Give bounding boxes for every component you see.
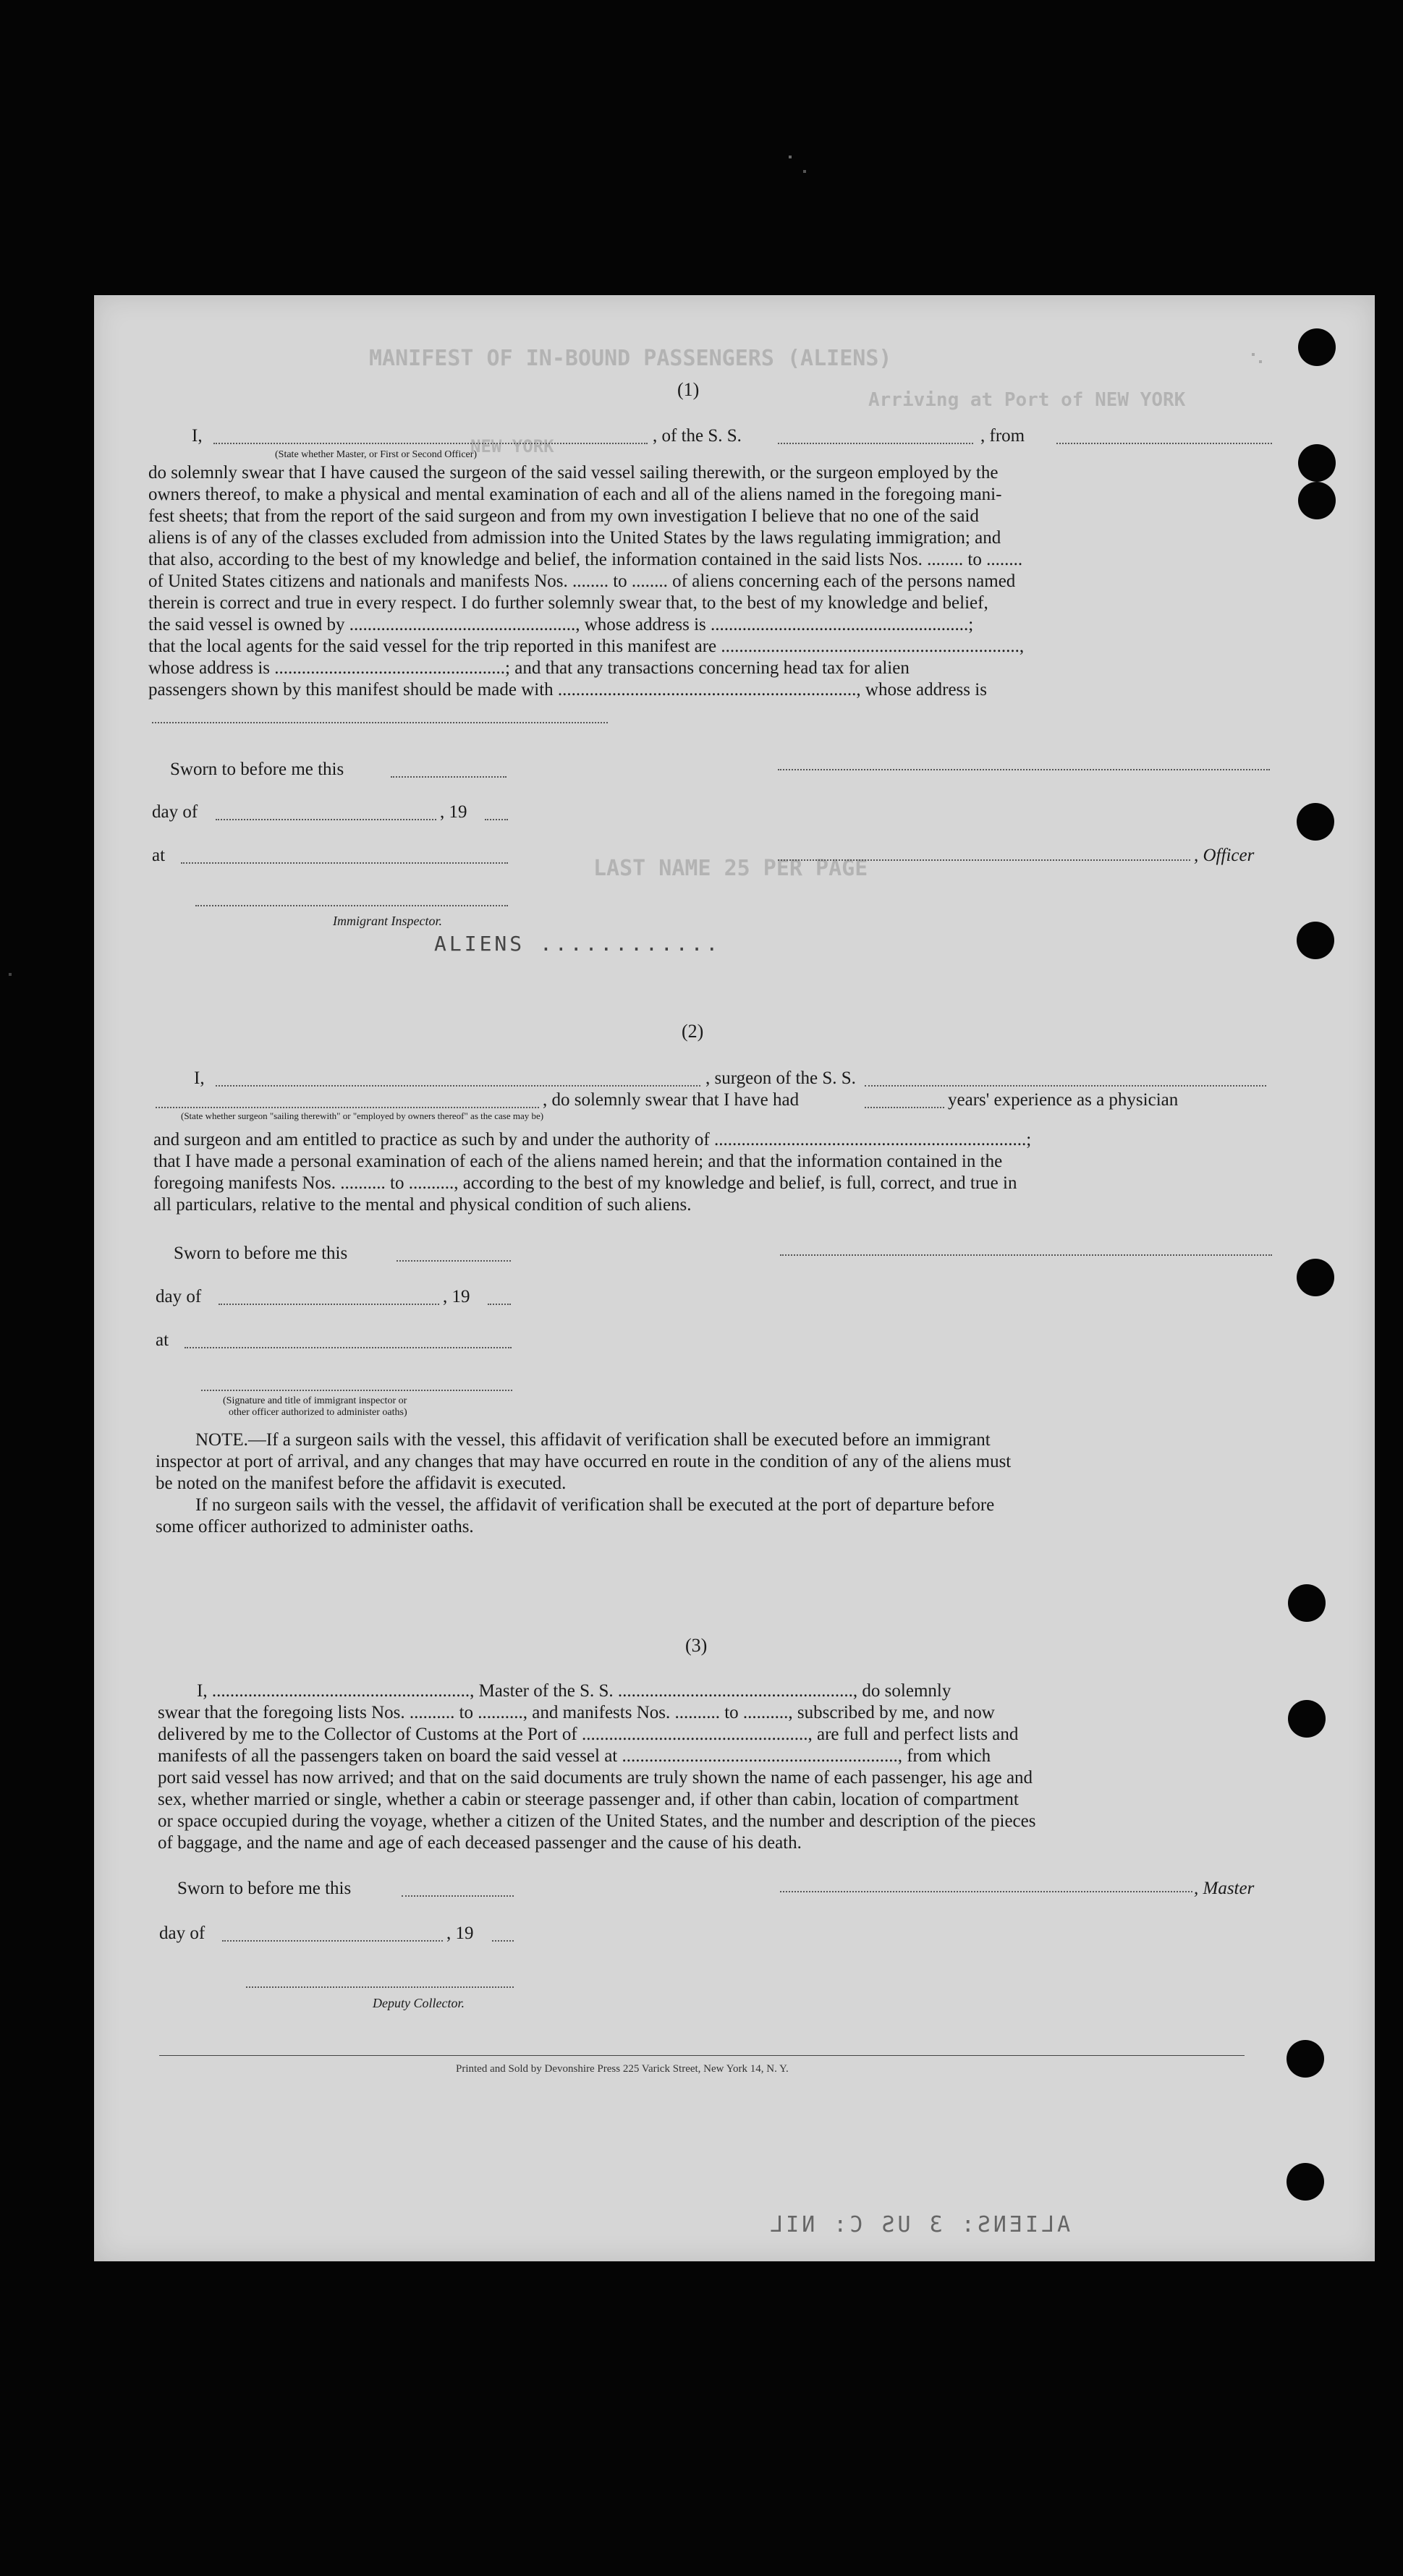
s3-line: sex, whether married or single, whether a cabin or steerage passenger and, if other than cabin, location of compartment	[158, 1790, 1019, 1809]
punch-hole	[1287, 2163, 1324, 2201]
speck	[1259, 360, 1262, 363]
s1-line: of United States citizens and nationals and manifests Nos. ........ to ........ of aliens concerning each of the persons named	[148, 571, 1016, 591]
s1-i-label: I,	[192, 426, 203, 446]
speck	[1252, 353, 1255, 356]
s2-note: If no surgeon sails with the vessel, the affidavit of verification shall be executed at the port of departure before	[195, 1495, 995, 1515]
s3-deputy: Deputy Collector.	[373, 1996, 465, 2010]
s1-officer-name-field[interactable]	[213, 443, 648, 444]
s2-note: some officer authorized to administer oaths.	[156, 1517, 474, 1536]
section-2-number: (2)	[682, 1021, 704, 1042]
s2-sig-caption: (Signature and title of immigrant inspector or	[223, 1395, 407, 1406]
footer-rule	[159, 2055, 1245, 2056]
s2-line: that I have made a personal examination of each of the aliens named herein; and that the information contained in the	[153, 1152, 1003, 1171]
s2-nineteen: , 19	[443, 1287, 470, 1306]
s3-line: I, ........................................................., Master of the S. S. ...................................................., do solemnly	[197, 1681, 951, 1701]
punch-hole	[1298, 482, 1336, 519]
s2-day-field[interactable]	[219, 1304, 439, 1305]
s1-line: that also, according to the best of my knowledge and belief, the information contained in the said lists Nos. ........ to ........	[148, 550, 1023, 569]
speck	[9, 973, 12, 976]
bleed-through-port: Arriving at Port of NEW YORK	[868, 389, 1186, 411]
s1-officer: , Officer	[1194, 846, 1255, 865]
s2-official-sign-field[interactable]	[201, 1390, 512, 1391]
punch-hole	[1298, 328, 1336, 366]
s2-line: foregoing manifests Nos. .......... to .........., according to the best of my knowledge and belief, is full, correct, and true in	[153, 1173, 1017, 1193]
s1-nineteen: , 19	[440, 802, 467, 822]
s1-line: therein is correct and true in every respect. I do further solemnly swear that, to the best of my knowledge and belief,	[148, 593, 988, 613]
s1-day-field[interactable]	[216, 819, 436, 820]
s1-line: that the local agents for the said vessel for the trip reported in this manifest are ..................................................................,	[148, 637, 1025, 656]
s2-at: at	[156, 1330, 169, 1350]
s3-master: , Master	[1194, 1879, 1255, 1898]
s3-day-field[interactable]	[222, 1940, 443, 1942]
s2-capacity-field[interactable]	[156, 1107, 539, 1108]
s1-inspector: Immigrant Inspector.	[333, 914, 442, 928]
aliens-stamp-upper: ALIENS ............	[434, 932, 721, 956]
s2-at-field[interactable]	[185, 1347, 512, 1348]
s1-line: whose address is ...................................................; and that any transactions concerning head tax for alien	[148, 658, 910, 678]
s2-note: inspector at port of arrival, and any changes that may have occurred en route in the condition of any of the aliens must	[156, 1452, 1012, 1471]
s1-line: do solemnly swear that I have caused the surgeon of the said vessel sailing therewith, or the surgeon employed by the	[148, 463, 999, 483]
s1-sworn: Sworn to before me this	[170, 760, 344, 779]
s3-master-sign-field[interactable]	[780, 1891, 1192, 1892]
punch-hole	[1287, 2040, 1324, 2078]
s2-i-label: I,	[194, 1068, 205, 1088]
s2-note: NOTE.—If a surgeon sails with the vessel, this affidavit of verification shall be executed before an immigrant	[195, 1430, 991, 1450]
s1-sworn-date-field[interactable]	[391, 776, 506, 778]
s3-line: delivered by me to the Collector of Customs at the Port of .................................................., are full and perfect lists and	[158, 1725, 1019, 1744]
s2-sworn-date-field[interactable]	[397, 1260, 511, 1262]
speck	[803, 170, 806, 173]
s2-vessel-field[interactable]	[865, 1085, 1266, 1087]
s2-swear: , do solemnly swear that I have had	[543, 1090, 800, 1110]
s3-line: or space occupied during the voyage, whether a citizen of the United States, and the number and description of the pieces	[158, 1811, 1036, 1831]
s1-inspector-field[interactable]	[195, 905, 508, 906]
section-3-number: (3)	[685, 1635, 708, 1656]
s1-line: the said vessel is owned by .................................................., whose address is .........................................................;	[148, 615, 974, 634]
s3-year-field[interactable]	[492, 1940, 514, 1942]
s3-sworn: Sworn to before me this	[177, 1879, 352, 1898]
s1-line: passengers shown by this manifest should be made with .................................................................., whose address is	[148, 680, 987, 700]
s1-day-of: day of	[152, 802, 198, 822]
punch-hole	[1297, 803, 1334, 841]
s1-caption: (State whether Master, or First or Second Officer)	[275, 449, 478, 460]
s2-sworn: Sworn to before me this	[174, 1244, 348, 1263]
bleed-through-city: NEW YORK	[470, 436, 554, 456]
s2-years: years' experience as a physician	[948, 1090, 1179, 1110]
s3-line: swear that the foregoing lists Nos. .......... to .........., and manifests Nos. .......... to .........., subscribed by me, and now	[158, 1703, 995, 1722]
s3-line: manifests of all the passengers taken on board the said vessel at ............................................................., from which	[158, 1746, 991, 1766]
s2-signature-field[interactable]	[780, 1254, 1272, 1256]
s1-year-field[interactable]	[485, 819, 508, 820]
bleed-through-count: LAST NAME 25 PER PAGE	[593, 856, 868, 881]
section-1-number: (1)	[677, 379, 700, 400]
mirrored-aliens-stamp: ALIENS: 3 US C: NIL	[767, 2212, 1071, 2237]
s2-note: be noted on the manifest before the affidavit is executed.	[156, 1474, 567, 1493]
s1-line: fest sheets; that from the report of the said surgeon and from my own investigation I believe that no one of the said	[148, 506, 979, 526]
punch-hole	[1297, 922, 1334, 959]
s1-signature-field[interactable]	[778, 769, 1270, 770]
s1-vessel-field[interactable]	[778, 443, 973, 444]
s3-line: of baggage, and the name and age of each deceased passenger and the cause of his death.	[158, 1833, 802, 1853]
s1-officer-sign-field[interactable]	[778, 859, 1190, 861]
punch-hole	[1288, 1584, 1326, 1622]
s3-nineteen: , 19	[446, 1924, 474, 1943]
printer-imprint: Printed and Sold by Devonshire Press 225 Varick Street, New York 14, N. Y.	[456, 2063, 789, 2075]
s1-address-field[interactable]	[152, 722, 608, 723]
speck	[789, 156, 792, 158]
s2-years-field[interactable]	[865, 1107, 944, 1108]
s1-at-field[interactable]	[181, 862, 508, 864]
s1-line: aliens is of any of the classes excluded from admission into the United States by the laws regulating immigration; and	[148, 528, 1001, 548]
s3-line: port said vessel has now arrived; and that on the said documents are truly shown the name of each passenger, his age and	[158, 1768, 1033, 1788]
s2-sig-caption: other officer authorized to administer oaths)	[229, 1407, 407, 1418]
s1-of-ss: , of the S. S.	[653, 426, 742, 446]
s2-line: all particulars, relative to the mental and physical condition of such aliens.	[153, 1195, 692, 1215]
s1-from: , from	[980, 426, 1025, 446]
punch-hole	[1297, 1259, 1334, 1296]
s1-at: at	[152, 846, 166, 865]
s2-surgeon-of: , surgeon of the S. S.	[705, 1068, 856, 1088]
punch-hole	[1298, 444, 1336, 482]
s2-year-field[interactable]	[488, 1304, 511, 1305]
s2-line: and surgeon and am entitled to practice as such by and under the authority of .....................................................................;	[153, 1130, 1032, 1149]
s1-line: owners thereof, to make a physical and mental examination of each and all of the aliens named in the foregoing mani-	[148, 485, 1002, 504]
s2-name-field[interactable]	[216, 1085, 700, 1087]
s2-caption: (State whether surgeon "sailing therewith" or "employed by owners thereof" as the case may be)	[181, 1110, 544, 1121]
s3-day-of: day of	[159, 1924, 205, 1943]
manifest-back-page	[94, 295, 1375, 2261]
s3-sworn-date-field[interactable]	[402, 1895, 514, 1897]
bleed-through-header: MANIFEST OF IN-BOUND PASSENGERS (ALIENS)	[369, 346, 892, 371]
s3-deputy-sign-field[interactable]	[246, 1986, 514, 1988]
punch-hole	[1288, 1700, 1326, 1738]
s2-day-of: day of	[156, 1287, 202, 1306]
s1-from-field[interactable]	[1056, 443, 1272, 444]
